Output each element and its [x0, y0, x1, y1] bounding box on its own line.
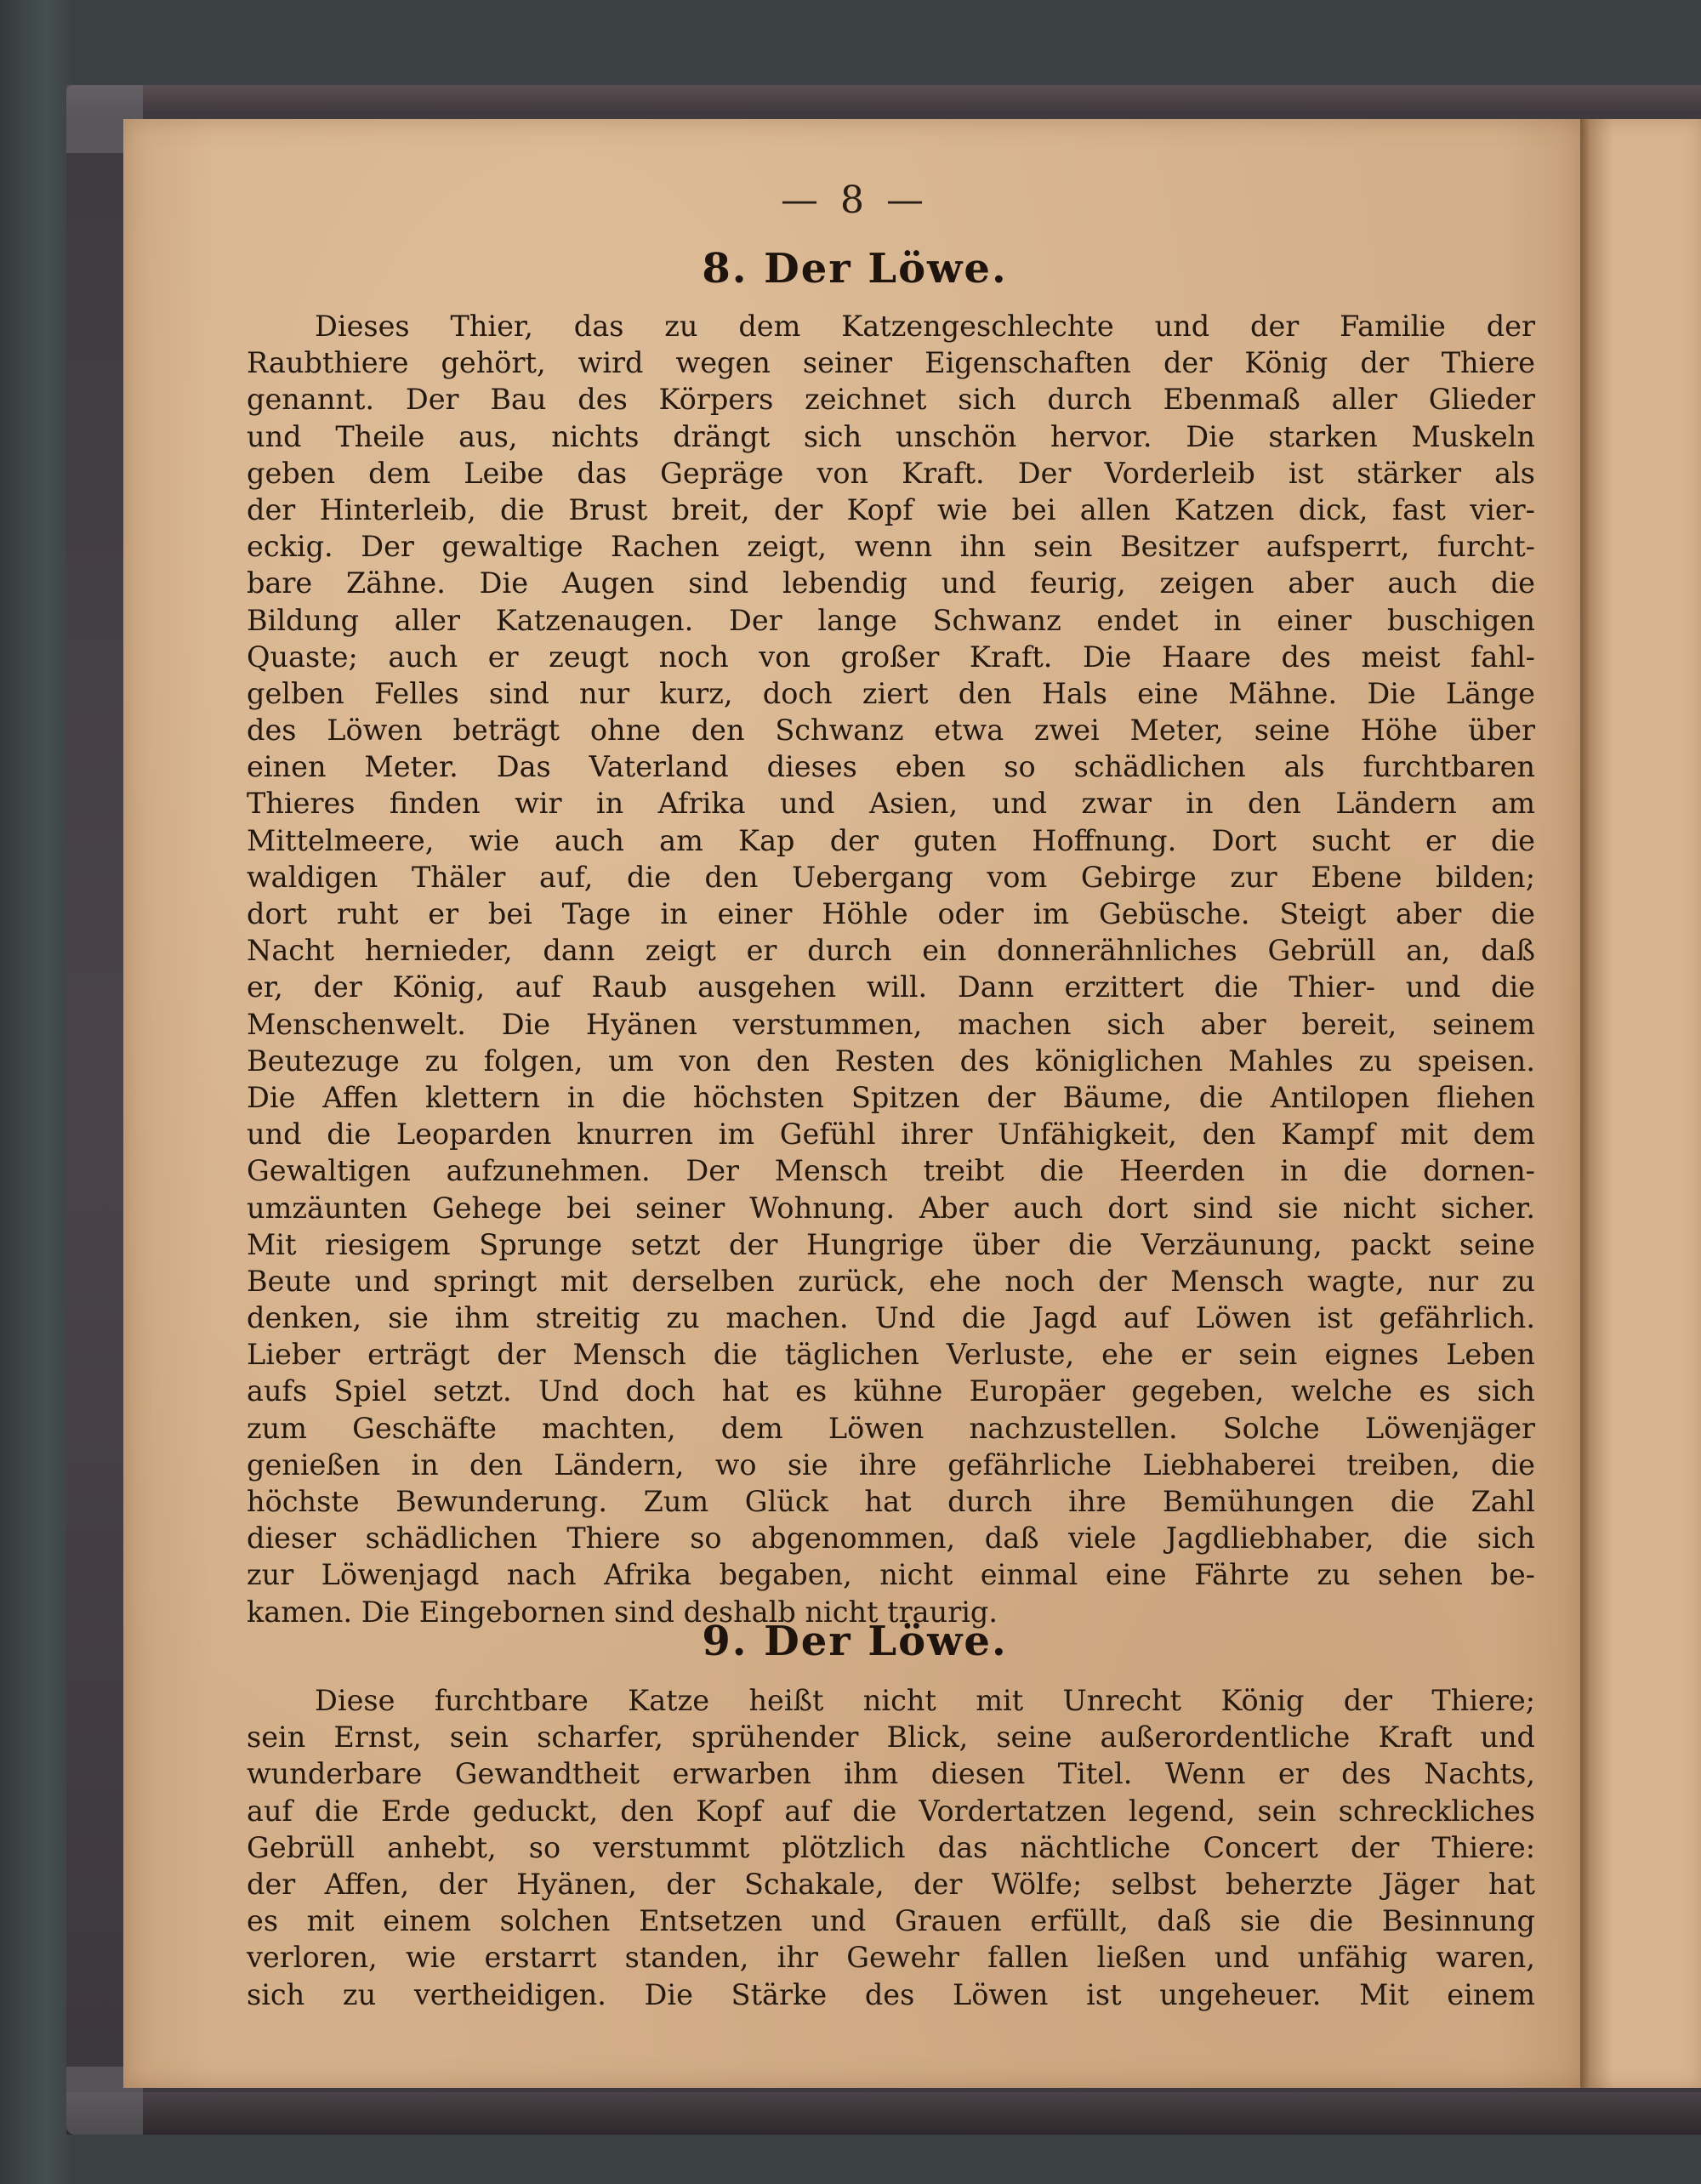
text-line: und die Leoparden knurren im Gefühl ihrer Unfähigkeit, den Kampf mit dem — [247, 1118, 1535, 1152]
text-line: Nacht hernieder, dann zeigt er durch ein donnerähnliches Gebrüll an, daß — [247, 934, 1535, 968]
text-line: eckig. Der gewaltige Rachen zeigt, wenn ihn sein Besitzer aufsperrt, furcht- — [247, 530, 1535, 564]
text-line: er, der König, auf Raub ausgehen will. Dann erzittert die Thier- und die — [247, 970, 1535, 1004]
section-8-body — [247, 308, 1535, 1630]
text-line: gelben Felles sind nur kurz, doch ziert den Hals eine Mähne. Die Länge — [247, 676, 1535, 710]
text-line: Bildung aller Katzenaugen. Der lange Schwanz endet in einer buschigen — [247, 603, 1535, 637]
text-line: aufs Spiel setzt. Und doch hat es kühne Europäer gegeben, welche es sich — [247, 1374, 1535, 1408]
text-line: Gewaltigen aufzunehmen. Der Mensch treibt die Heerden in die dornen- — [247, 1154, 1535, 1188]
text-line: zum Geschäfte machten, dem Löwen nachzustellen. Solche Löwenjäger — [247, 1411, 1535, 1445]
text-line: Mit riesigem Sprunge setzt der Hungrige über die Verzäunung, packt seine — [247, 1227, 1535, 1261]
section-9-body — [247, 1682, 1535, 2013]
text-line: geben dem Leibe das Gepräge von Kraft. Der Vorderleib ist stärker als — [247, 456, 1535, 490]
text-line: Thieres finden wir in Afrika und Asien, und zwar in den Ländern am — [247, 787, 1535, 821]
text-line: kamen. Die Eingebornen sind deshalb nicht traurig. — [247, 1595, 998, 1629]
cover-edge-bottom — [66, 2092, 1701, 2135]
text-line: Dieses Thier, das zu dem Katzengeschlechte und der Familie der — [315, 310, 1535, 343]
text-line: Die Affen klettern in die höchsten Spitzen der Bäume, die Antilopen fliehen — [247, 1080, 1535, 1114]
book-gutter — [1580, 119, 1589, 2088]
text-line: Raubthiere gehört, wird wegen seiner Eigenschaften der König der Thiere — [247, 346, 1535, 380]
text-line: Quaste; auch er zeugt noch von großer Kraft. Die Haare des meist fahl- — [247, 640, 1535, 674]
next-page-edge — [1584, 119, 1701, 2088]
text-line: denken, sie ihm streitig zu machen. Und die Jagd auf Löwen ist gefährlich. — [247, 1301, 1535, 1335]
book-page — [123, 119, 1586, 2088]
text-line: sein Ernst, sein scharfer, sprühender Blick, seine außerordentliche Kraft und — [247, 1720, 1535, 1755]
page-number: — 8 — — [781, 179, 929, 222]
text-line: höchste Bewunderung. Zum Glück hat durch ihre Bemühungen die Zahl — [247, 1485, 1535, 1518]
text-line: einen Meter. Das Vaterland dieses eben so schädlichen als furchtbaren — [247, 750, 1535, 784]
text-line: umzäunten Gehege bei seiner Wohnung. Aber auch dort sind sie nicht sicher. — [247, 1191, 1535, 1225]
text-line: des Löwen beträgt ohne den Schwanz etwa zwei Meter, seine Höhe über — [247, 714, 1535, 748]
text-line: genannt. Der Bau des Körpers zeichnet sich durch Ebenmaß aller Glieder — [247, 383, 1535, 417]
text-line: dieser schädlichen Thiere so abgenommen, daß viele Jagdliebhaber, die sich — [247, 1521, 1535, 1556]
section-heading-9: 9. Der Löwe. — [702, 1618, 1008, 1665]
section-heading-8: 8. Der Löwe. — [702, 245, 1008, 293]
text-line: Beute und springt mit derselben zurück, ehe noch der Mensch wagte, nur zu — [247, 1264, 1535, 1298]
text-line: der Hinterleib, die Brust breit, der Kopf wie bei allen Katzen dick, fast vier- — [247, 492, 1535, 526]
text-line: Gebrüll anhebt, so verstummt plötzlich das nächtliche Concert der Thiere: — [247, 1830, 1535, 1864]
text-line: es mit einem solchen Entsetzen und Grauen erfüllt, daß sie die Besinnung — [247, 1904, 1535, 1938]
text-line: dort ruht er bei Tage in einer Höhle oder im Gebüsche. Steigt aber die — [247, 897, 1535, 930]
text-line: Lieber erträgt der Mensch die täglichen Verluste, ehe er sein eignes Leben — [247, 1338, 1535, 1372]
text-line: Menschenwelt. Die Hyänen verstummen, machen sich aber bereit, seinem — [247, 1007, 1535, 1041]
text-line: Mittelmeere, wie auch am Kap der guten Hoffnung. Dort sucht er die — [247, 823, 1535, 857]
text-line: Beutezuge zu folgen, um von den Resten des königlichen Mahles zu speisen. — [247, 1044, 1535, 1078]
text-line: verloren, wie erstarrt standen, ihr Gewehr fallen ließen und unfähig waren, — [247, 1941, 1535, 1975]
text-line: bare Zähne. Die Augen sind lebendig und feurig, zeigen aber auch die — [247, 566, 1535, 600]
text-line: genießen in den Ländern, wo sie ihre gefährliche Liebhaberei treiben, die — [247, 1447, 1535, 1482]
text-line: auf die Erde geduckt, den Kopf auf die Vordertatzen legend, sein schreckliches — [247, 1794, 1535, 1828]
desk-background — [0, 0, 77, 2184]
cover-edge-top — [66, 85, 1701, 111]
text-line: zur Löwenjagd nach Afrika begaben, nicht einmal eine Fährte zu sehen be- — [247, 1558, 1535, 1592]
text-line: waldigen Thäler auf, die den Uebergang vom Gebirge zur Ebene bilden; — [247, 860, 1535, 894]
text-line: Diese furchtbare Katze heißt nicht mit Unrecht König der Thiere; — [315, 1684, 1535, 1717]
text-line: und Theile aus, nichts drängt sich unschön hervor. Die starken Muskeln — [247, 419, 1535, 453]
text-line: sich zu vertheidigen. Die Stärke des Löwen ist ungeheuer. Mit einem — [247, 1977, 1535, 2011]
text-line: der Affen, der Hyänen, der Schakale, der Wölfe; selbst beherzte Jäger hat — [247, 1867, 1535, 1901]
text-line: wunderbare Gewandtheit erwarben ihm diesen Titel. Wenn er des Nachts, — [247, 1757, 1535, 1791]
